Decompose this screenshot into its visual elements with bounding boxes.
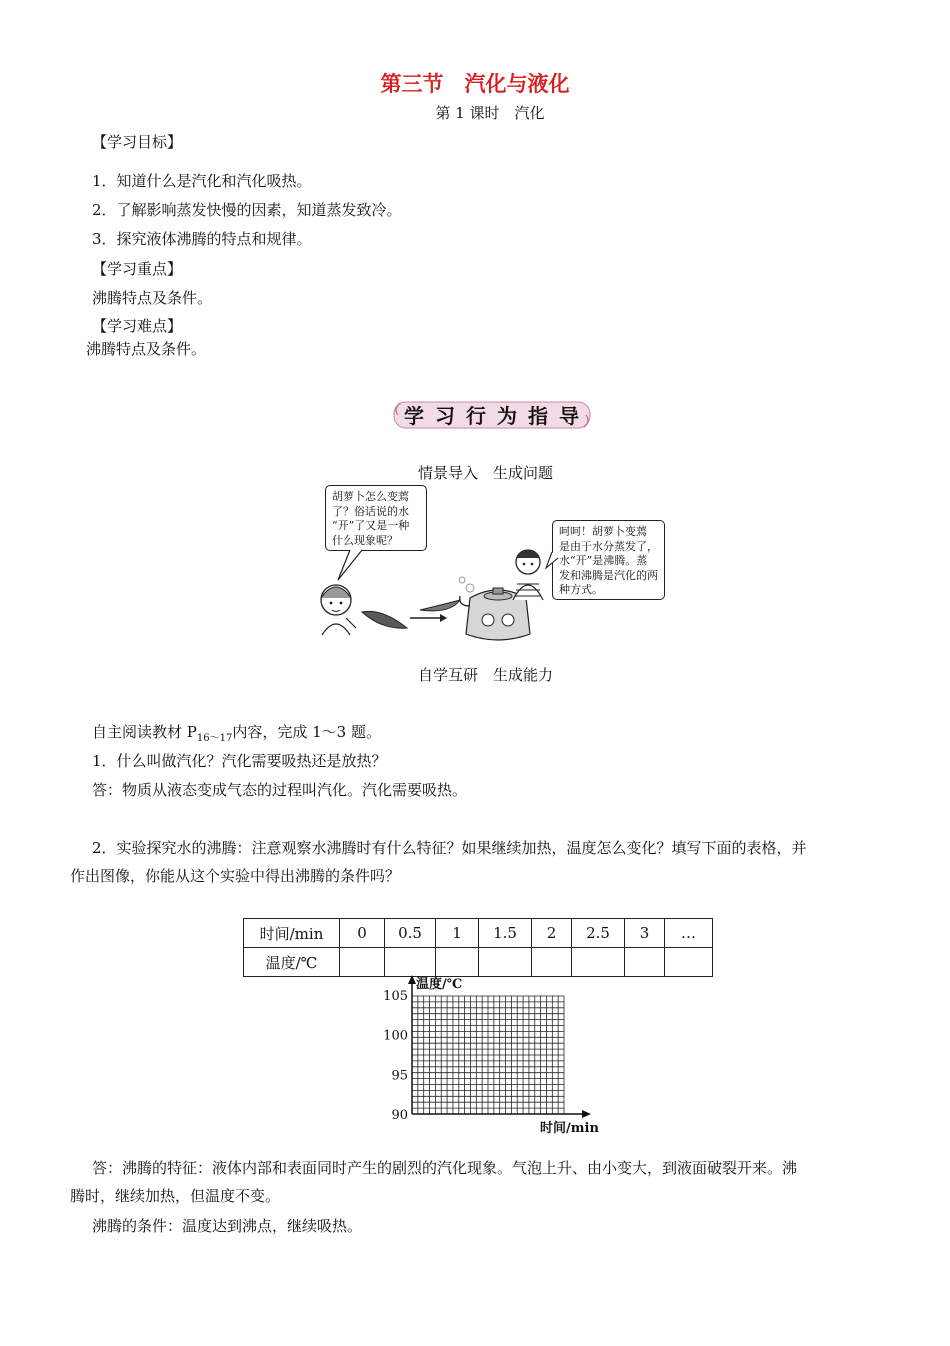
difficulties-heading: 【学习难点】 [92, 317, 183, 335]
objective-3: 3．探究液体沸腾的特点和规律。 [92, 230, 312, 248]
table-header-temp: 温度/℃ [244, 948, 340, 977]
objectives-heading: 【学习目标】 [92, 133, 183, 151]
table-cell-empty[interactable] [625, 948, 665, 977]
y-tick-label: 105 [383, 988, 408, 1004]
question-2-line-2: 作出图像，你能从这个实验中得出沸腾的条件吗？ [70, 867, 401, 885]
table-cell: 1 [436, 919, 479, 948]
table-cell-empty[interactable] [665, 948, 713, 977]
temperature-grid-chart [360, 972, 610, 1138]
banner-char-5: 指 [528, 404, 548, 428]
page-title: 第三节 汽化与液化 [380, 71, 570, 96]
difficulties-text: 沸腾特点及条件。 [86, 340, 207, 358]
data-table [243, 918, 713, 977]
table-cell: 2.5 [572, 919, 625, 948]
x-axis-label: 时间/min [540, 1121, 599, 1136]
banner-char-6: 导 [559, 404, 579, 428]
y-tick-label: 90 [391, 1108, 408, 1123]
y-tick-label: 95 [391, 1068, 408, 1084]
girl-icon [321, 585, 356, 635]
question-1: 1．什么叫做汽化？汽化需要吸热还是放热？ [92, 752, 387, 770]
objective-1: 1．知道什么是汽化和汽化吸热。 [92, 172, 312, 190]
table-row [244, 919, 713, 948]
y-axis-arrow-icon [408, 975, 416, 984]
question-2-line-1: 2．实验探究水的沸腾：注意观察水沸腾时有什么特征？如果继续加热，温度怎么变化？填写下面的表格，并 [92, 839, 807, 857]
boy-icon [513, 550, 543, 600]
x-axis-arrow-icon [582, 1110, 591, 1118]
carrot-icon [362, 611, 407, 628]
key-points-text: 沸腾特点及条件。 [92, 289, 213, 307]
answer-2-line-3: 沸腾的条件：温度达到沸点，继续吸热。 [92, 1217, 363, 1235]
lesson-subtitle: 第 1 课时 汽化 [435, 104, 545, 122]
table-cell: 0.5 [385, 919, 436, 948]
self-study-heading: 自学互研 生成能力 [418, 666, 554, 684]
banner-char-4: 为 [497, 404, 517, 428]
answer-1: 答：物质从液态变成气态的过程叫汽化。汽化需要吸热。 [92, 781, 468, 799]
y-tick-label: 100 [383, 1028, 408, 1044]
table-cell: 0 [340, 919, 385, 948]
banner-char-3: 行 [466, 404, 486, 428]
table-cell: 2 [532, 919, 572, 948]
reading-instruction: 自主阅读教材 $P_{16\sim 17}$内容，完成 1～3 题。 [92, 723, 381, 744]
objective-2: 2．了解影响蒸发快慢的因素，知道蒸发致冷。 [92, 201, 402, 219]
carrot-icon [420, 600, 460, 611]
table-cell: 3 [625, 919, 665, 948]
chart-grid [412, 996, 564, 1114]
speech-bubble-right: 呵呵！胡萝卜变蔫 是由于水分蒸发了， 水“开”是沸腾。蒸 发和沸腾是汽化的两 种方式。 [552, 520, 665, 600]
key-points-heading: 【学习重点】 [92, 260, 183, 278]
kettle-icon [459, 577, 530, 640]
answer-2-line-2: 腾时，继续加热，但温度不变。 [70, 1187, 281, 1205]
scene-heading: 情景导入 生成问题 [418, 464, 554, 482]
banner-char-1: 学 [404, 404, 424, 428]
scene-illustration [310, 540, 560, 650]
answer-2-line-1: 答：沸腾的特征：液体内部和表面同时产生的剧烈的汽化现象。气泡上升、由小变大，到液面破裂开来。沸 [92, 1159, 798, 1177]
speech-bubble-left: 胡萝卜怎么变蔫 了？俗话说的水 “开”了又是一种 什么现象呢？ [325, 485, 427, 551]
section-banner [392, 398, 592, 432]
y-axis-label: 温度/℃ [416, 977, 463, 992]
table-cell: 1.5 [479, 919, 532, 948]
banner-char-2: 习 [435, 404, 455, 428]
table-header-time: 时间/min [244, 919, 340, 948]
table-cell: … [665, 919, 713, 948]
